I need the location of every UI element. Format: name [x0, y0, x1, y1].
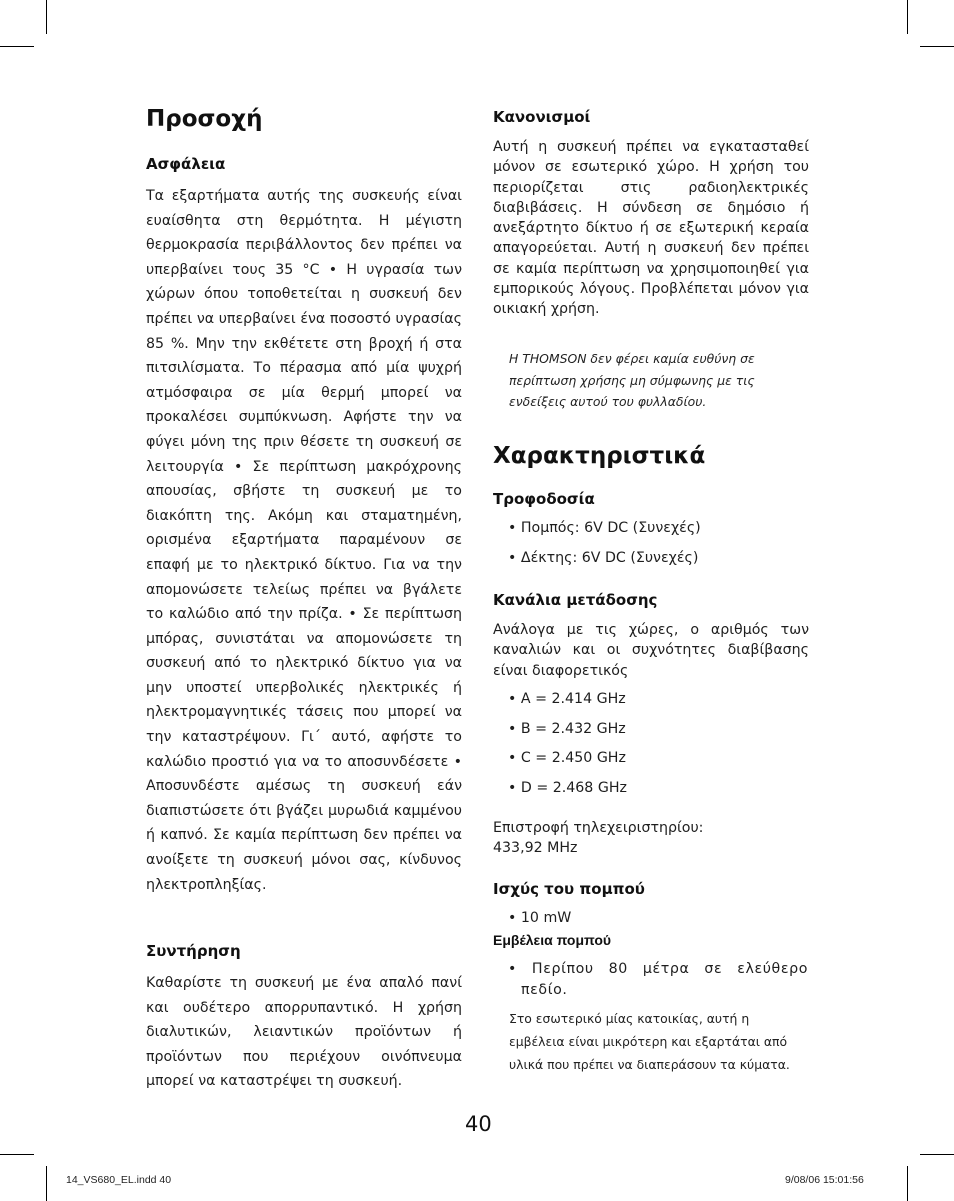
regulations-heading: Κανονισμοί: [493, 108, 591, 126]
crop-mark: [920, 1154, 954, 1155]
slug-filename: 14_VS680_EL.indd 40: [66, 1174, 172, 1186]
crop-mark: [46, 0, 47, 34]
remote-frequency-value: 433,92 MHz: [493, 840, 578, 856]
crop-mark: [0, 46, 34, 47]
channel-item: • A = 2.414 GHz: [508, 691, 626, 707]
disclaimer-note: Η THOMSON δεν φέρει καμία ευθύνη σε περίπτωση χρήσης μη σύμφωνης με τις ενδείξεις αυτού του φυλλαδίου.: [509, 351, 755, 409]
range-heading: Εμβέλεια πομπού: [493, 932, 612, 948]
safety-text: Τα εξαρτήματα αυτής της συσκευής είναι ευαίσθητα στη θερμότητα. Η μέγιστη θερμοκρασία περιβάλλοντος δεν πρέπει να υπερβαίνει τους 35 °C • Η υγρασία των χώρων όπου τοποθετείται η συσκευή δεν πρέπει να υπερβαίνει ένα ποσοστό υγρασίας 85 %. Μην την εκθέτετε στη βροχή ή στα πιτσιλίσματα. Το πέρασμα από μία ψυχρή ατμόσφαιρα σε μία θερμή μπορεί να προκαλέσει συμπύκνωση. Αφήστε την να φύγει μόνη της πριν θέσετε τη συσκευή σε λειτουργία • Σε περίπτωση μακρόχρονης απουσίας, σβήστε τη συσκευή με το διακόπτη της. Ακόμη και σταματημένη, ορισμένα εξαρτήματα παραμένουν σε επαφή με το ηλεκτρικό δίκτυο. Για να την απομονώσετε τελείως πρέπει να βγάλετε το καλώδιο από την πρίζα. • Σε περίπτωση μπόρας, συνιστάται να απομονώσετε τη συσκευή από το ηλεκτρικό δίκτυο για να μην υποστεί υπερβολικές ηλεκτρικές ή ηλεκτρομαγνητικές τάσεις που μπορεί να την καταστρέψουν. Γι΄ αυτό, αφήστε το καλώδιο προστιό για να το αποσυνδέσετε • Αποσυνδέστε αμέσως τη συσκευή εάν διαπιστώσετε ότι βγάζει μυρωδιά καμμένου ή καπνό. Σε καμία περίπτωση δεν πρέπει να ανοίξετε τη συσκευή μόνοι σας, κίνδυνος ηλεκτροπληξίας.: [146, 188, 462, 893]
crop-mark: [907, 0, 908, 34]
crop-mark: [907, 1166, 908, 1201]
channel-item: • C = 2.450 GHz: [508, 750, 626, 766]
range-note: Στο εσωτερικό μίας κατοικίας, αυτή η εμβέλεια είναι μικρότερη και εξαρτάται από υλικά που πρέπει να διαπεράσουν τα κύματα.: [509, 1011, 790, 1073]
regulations-text: Αυτή η συσκευή πρέπει να εγκατασταθεί μόνον σε εσωτερικό χώρο. Η χρήση του περιορίζεται στις ραδιοηλεκτρικές διαβιβάσεις. Η σύνδεση σε δημόσιο ή ανεξάρτητο δίκτυο ή σε εξωτερική κεραία απαγορεύεται. Αυτή η συσκευή δεν πρέπει σε καμία περίπτωση να χρησιμοποιηθεί για εμπορικούς λόγους. Προβλέπεται μόνον για οικιακή χρήση.: [493, 139, 809, 318]
features-title: Χαρακτηριστικά: [493, 443, 706, 469]
page-number: 40: [465, 1112, 492, 1136]
tx-power-heading: Ισχύς του πομπού: [493, 880, 645, 898]
crop-mark: [46, 1166, 47, 1201]
remote-frequency-label: Επιστροφή τηλεχειριστηρίου:: [493, 820, 704, 836]
maintenance-heading: Συντήρηση: [146, 942, 241, 960]
power-item: • Πομπός: 6V DC (Συνεχές): [508, 520, 701, 536]
range-item-cont: πεδίο.: [521, 982, 568, 998]
channels-heading: Κανάλια μετάδοσης: [493, 591, 658, 609]
crop-mark: [0, 1154, 34, 1155]
power-heading: Τροφοδοσία: [493, 490, 595, 508]
power-item: • Δέκτης: 6V DC (Συνεχές): [508, 550, 699, 566]
page-title: Προσοχή: [146, 106, 263, 132]
crop-mark: [920, 46, 954, 47]
maintenance-text: Καθαρίστε τη συσκευή με ένα απαλό πανί και ουδέτερο απορρυπαντικό. Η χρήση διαλυτικών, λειαντικών προϊόντων ή προϊόντων που περιέχουν οινόπνευμα μπορεί να καταστρέψει τη συσκευή.: [146, 975, 462, 1090]
range-item: • Περίπου 80 μέτρα σε ελεύθερο: [508, 961, 808, 977]
channels-text: Ανάλογα με τις χώρες, ο αριθμός των καναλιών και οι συχνότητες διαβίβασης είναι διαφορετικός: [493, 622, 809, 679]
channel-item: • B = 2.432 GHz: [508, 721, 626, 737]
channel-item: • D = 2.468 GHz: [508, 780, 627, 796]
slug-timestamp: 9/08/06 15:01:56: [785, 1174, 864, 1186]
tx-power-item: • 10 mW: [508, 910, 572, 926]
safety-heading: Ασφάλεια: [146, 155, 226, 173]
